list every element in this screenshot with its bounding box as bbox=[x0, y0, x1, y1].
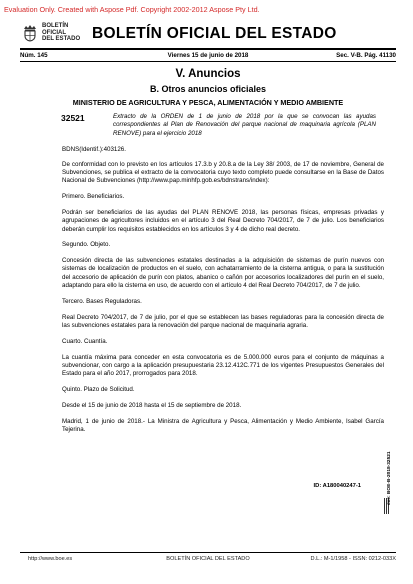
logo-line-3: DEL ESTADO bbox=[42, 36, 81, 43]
paragraph: De conformidad con lo previsto en los artículos 17.3.b y 20.8.a de la Ley 38/ 2003, de 17 de noviembre, General de Subvenciones, se publica el extracto de la convocatoria cuyo texto completo puede consultarse en la Base de Datos Nacional de Subvenciones (http://www.pap.minhfp.gob.es/bdnstrans/index): bbox=[62, 160, 384, 185]
section-page: Sec. V-B. Pág. 41130 bbox=[336, 52, 396, 59]
boe-header bbox=[20, 22, 396, 44]
paragraph: Desde el 15 de junio de 2018 hasta el 15 de septiembre de 2018. bbox=[62, 401, 242, 409]
signature-paragraph: Madrid, 1 de junio de 2018.- La Ministra de Agricultura y Pesca, Alimentación y Medio Ambiente, Isabel García Tejerina. bbox=[62, 417, 384, 433]
footer-divider bbox=[20, 552, 396, 553]
announcement-body bbox=[62, 146, 384, 442]
footer-title: BOLETÍN OFICIAL DEL ESTADO bbox=[166, 556, 250, 562]
paragraph-heading: Tercero. Bases Reguladoras. bbox=[62, 297, 142, 305]
document-id: ID: A180040247-1 bbox=[313, 483, 361, 489]
paragraph-heading: Primero. Beneficiarios. bbox=[62, 193, 125, 201]
paragraph-heading: Quinto. Plazo de Solicitud. bbox=[62, 385, 135, 393]
paragraph: Real Decreto 704/2017, de 7 de julio, por el que se establecen las bases reguladoras para la concesión directa de las subvenciones estatales para la renovación del parque nacional de maquinaria agraria. bbox=[62, 313, 384, 329]
footer-legal: D.L.: M-1/1958 - ISSN: 0212-033X bbox=[310, 556, 396, 562]
meta-divider bbox=[20, 61, 396, 62]
logo-line-1: BOLETÍN bbox=[42, 23, 69, 30]
section-heading: V. Anuncios bbox=[175, 68, 241, 80]
issue-number: Núm. 145 bbox=[20, 52, 48, 59]
paragraph: La cuantía máxima para conceder en esta convocatoria es de 5.000.000 euros para el conjunto de máquinas a subvencionar, con cargo a la aplicación presupuestaria 23.12.412C.771 de los vigentes Presupuestos Generales del Estado para el año 2017, prorrogados para 2018. bbox=[62, 353, 384, 378]
logo-text bbox=[42, 23, 80, 43]
ministry-heading: MINISTERIO DE AGRICULTURA Y PESCA, ALIMENTACIÓN Y MEDIO AMBIENTE bbox=[72, 98, 344, 107]
cve-code: cve: BOE-B-2018-32521 bbox=[387, 451, 392, 505]
paragraph-bdns: BDNS(Identif.):403126. bbox=[62, 146, 126, 153]
boe-logo bbox=[20, 22, 86, 44]
subsection-heading: B. Otros anuncios oficiales bbox=[149, 84, 267, 94]
paragraph: Podrán ser beneficiarios de las ayudas del PLAN RENOVE 2018, las personas físicas, empresas privadas y agrupaciones de agricultores incluidos en el artículo 3 del Real Decreto 704/2017, de 7 de julio. Los beneficiarios deberán cumplir los requisitos establecidos en los artículos 3 y 4 de dicho real decreto. bbox=[62, 208, 384, 233]
footer-url-link[interactable]: http://www.boe.es bbox=[28, 556, 73, 562]
header-divider bbox=[20, 48, 396, 50]
page-title: BOLETÍN OFICIAL DEL ESTADO bbox=[92, 25, 337, 42]
paragraph-heading: Cuarto. Cuantía. bbox=[62, 337, 108, 345]
issue-date: Viernes 15 de junio de 2018 bbox=[167, 52, 249, 59]
entry-title: Extracto de la ORDEN de 1 de junio de 2018 por la que se convocan las ayudas correspondientes al Plan de Renovación del parque nacional de maquinaria agrícola (PLAN RENOVE) para el ejercicio 2018 bbox=[113, 113, 376, 137]
logo-line-2: OFICIAL bbox=[42, 29, 66, 36]
coat-of-arms-icon bbox=[20, 23, 40, 43]
evaluation-watermark: Evaluation Only. Created with Aspose Pdf. Copyright 2002-2012 Aspose Pty Ltd. bbox=[4, 5, 260, 14]
paragraph: Concesión directa de las subvenciones estatales destinadas a la adquisición de sistemas de purín nuevos con sistemas de localización de productos en el suelo, con achatarramiento de la cisterna antigua, o para la sustitución del accesorio de aplicación de purín con platos, abanico o cañón por accesorios localizadores del purín en el suelo, adaptando para ello la cisterna en uso, de acuerdo con el artículo 4 del Real Decreto 704/2017, de 7 de julio. bbox=[62, 257, 384, 290]
entry-number: 32521 bbox=[61, 113, 85, 123]
paragraph-heading: Segundo. Objeto. bbox=[62, 241, 111, 249]
